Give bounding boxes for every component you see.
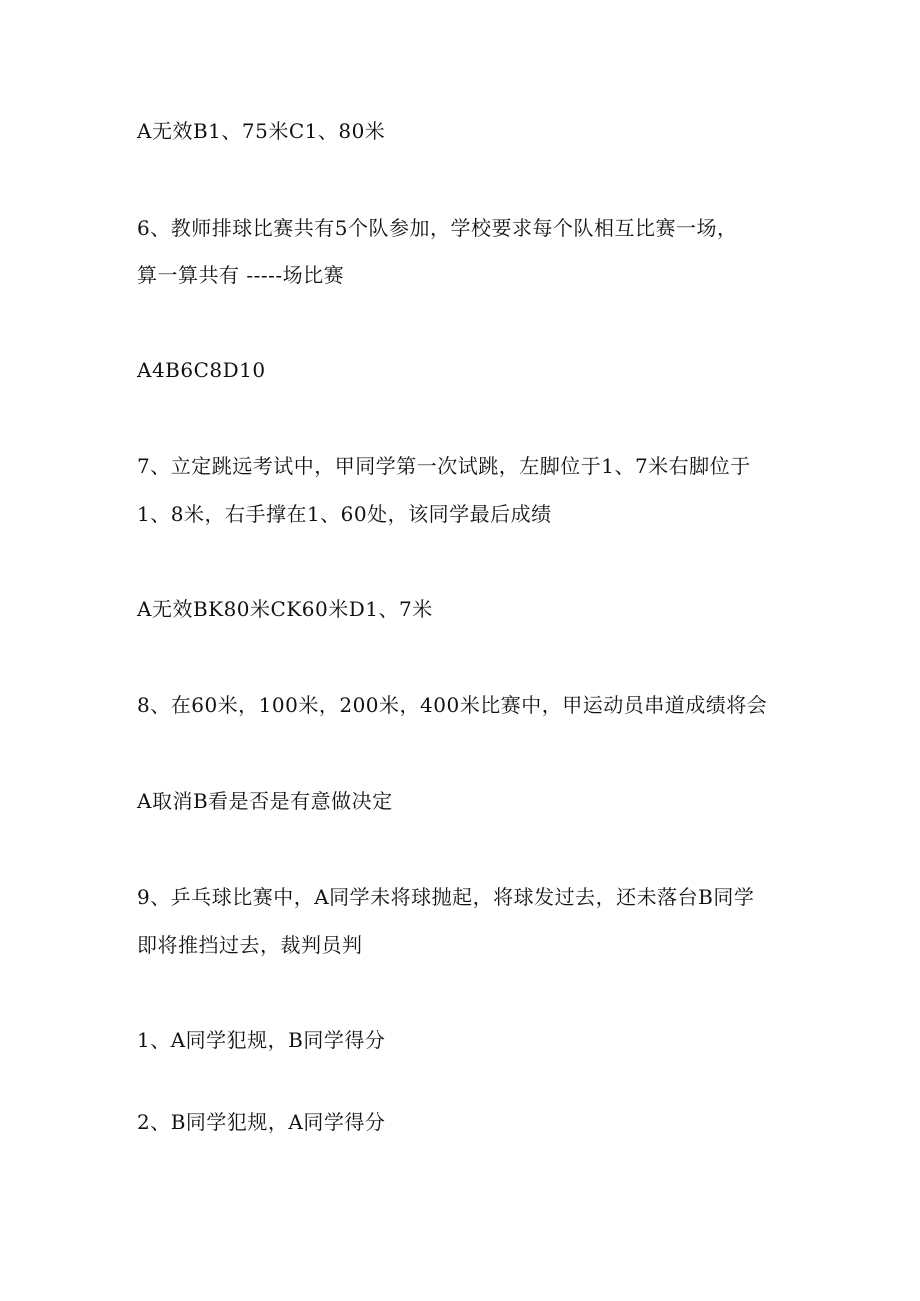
q8-question: 8、在60米，100米，200米，400米比赛中，甲运动员串道成绩将会: [137, 693, 768, 717]
q5-options: A无效B1、75米C1、80米: [137, 119, 386, 143]
q6-options: A4B6C8D10: [137, 358, 266, 382]
q7-question-line-2: 1、8米，右手撑在1、60处，该同学最后成绩: [137, 502, 552, 526]
q6-question-line-2: 算一算共有 -----场比赛: [137, 263, 345, 287]
q7-options: A无效BK80米CK60米D1、7米: [137, 597, 433, 621]
q9-option-2: 2、B同学犯规，A同学得分: [137, 1110, 386, 1134]
q6-question-line-1: 6、教师排球比赛共有5个队参加，学校要求每个队相互比赛一场，: [137, 216, 738, 240]
q9-question-line-1: 9、乒乓球比赛中，A同学未将球抛起，将球发过去，还未落台B同学: [137, 885, 755, 909]
q8-options: A取消B看是否是有意做决定: [137, 789, 393, 813]
q9-option-1: 1、A同学犯规，B同学得分: [137, 1028, 386, 1052]
q9-question-line-2: 即将推挡过去，裁判员判: [137, 933, 363, 957]
q7-question-line-1: 7、立定跳远考试中，甲同学第一次试跳，左脚位于1、7米右脚位于: [137, 454, 751, 478]
